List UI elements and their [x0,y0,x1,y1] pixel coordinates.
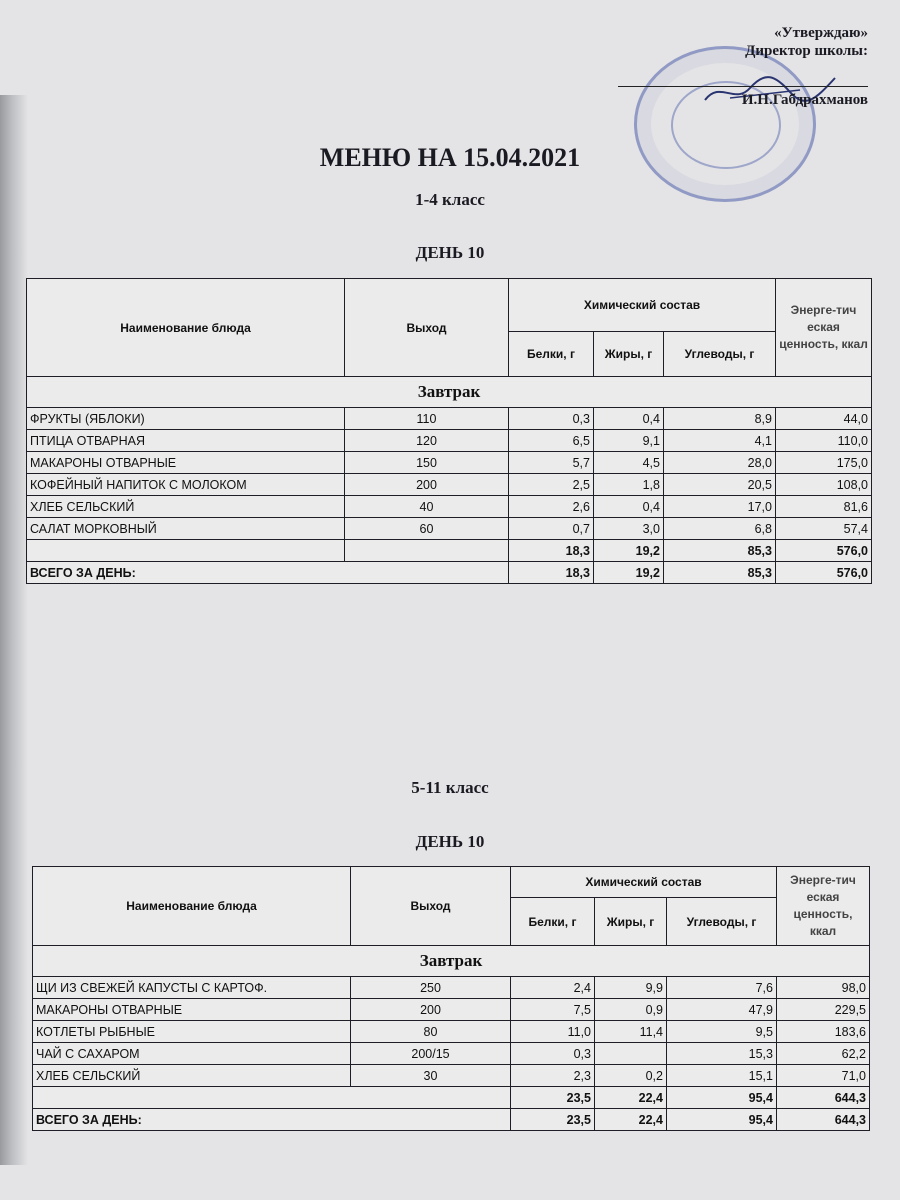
table-row [27,408,872,430]
subtotal-carbs: 85,3 [664,540,776,562]
total-carbs: 95,4 [667,1109,777,1131]
total-protein: 23,5 [511,1109,595,1131]
dish-fat [595,1043,667,1065]
dish-fat: 0,4 [594,496,664,518]
header-chem: Химический состав [509,279,776,332]
subtotal-empty [27,540,345,562]
dish-energy: 57,4 [776,518,872,540]
table-row [33,977,870,999]
dish-fat: 11,4 [595,1021,667,1043]
dish-output: 40 [345,496,509,518]
subtotal-fat: 22,4 [595,1087,667,1109]
dish-protein: 0,3 [511,1043,595,1065]
header-output: Выход [351,867,511,946]
total-fat: 19,2 [594,562,664,584]
dish-energy: 81,6 [776,496,872,518]
dish-carbs: 9,5 [667,1021,777,1043]
dish-name: ЩИ ИЗ СВЕЖЕЙ КАПУСТЫ С КАРТОФ. [33,977,351,999]
dish-energy: 175,0 [776,452,872,474]
subtotal-empty [33,1087,511,1109]
subtotal-energy: 576,0 [776,540,872,562]
dish-energy: 110,0 [776,430,872,452]
dish-fat: 4,5 [594,452,664,474]
subtotal-row [27,540,872,562]
dish-protein: 11,0 [511,1021,595,1043]
dish-carbs: 28,0 [664,452,776,474]
dish-protein: 7,5 [511,999,595,1021]
meal-label: Завтрак [33,946,870,977]
dish-protein: 2,4 [511,977,595,999]
table-row [27,452,872,474]
dish-fat: 1,8 [594,474,664,496]
subtotal-fat: 19,2 [594,540,664,562]
dish-output: 60 [345,518,509,540]
dish-protein: 2,3 [511,1065,595,1087]
dish-name: ХЛЕБ СЕЛЬСКИЙ [33,1065,351,1087]
dish-energy: 71,0 [777,1065,870,1087]
dish-energy: 62,2 [777,1043,870,1065]
header-carbs: Углеводы, г [664,332,776,377]
dish-output: 80 [351,1021,511,1043]
table-row [33,999,870,1021]
grade-title-1: 1-4 класс [415,190,485,209]
signature-line [618,86,868,87]
dish-fat: 9,1 [594,430,664,452]
total-carbs: 85,3 [664,562,776,584]
total-label: ВСЕГО ЗА ДЕНЬ: [33,1109,511,1131]
table-row [33,1043,870,1065]
header-name: Наименование блюда [27,279,345,377]
dish-output: 200/15 [351,1043,511,1065]
dish-name: МАКАРОНЫ ОТВАРНЫЕ [27,452,345,474]
dish-name: ХЛЕБ СЕЛЬСКИЙ [27,496,345,518]
dish-fat: 0,4 [594,408,664,430]
header-fat: Жиры, г [595,898,667,946]
header-output: Выход [345,279,509,377]
subtotal-carbs: 95,4 [667,1087,777,1109]
page-title: МЕНЮ НА 15.04.2021 [319,143,581,172]
subtotal-empty [345,540,509,562]
table-row [33,1021,870,1043]
header-name: Наименование блюда [33,867,351,946]
table-row [27,430,872,452]
table-row [27,518,872,540]
day-title-1: ДЕНЬ 10 [415,243,485,262]
dish-energy: 98,0 [777,977,870,999]
total-protein: 18,3 [509,562,594,584]
dish-carbs: 6,8 [664,518,776,540]
subtotal-protein: 18,3 [509,540,594,562]
dish-energy: 44,0 [776,408,872,430]
day-title-2: ДЕНЬ 10 [415,832,485,851]
dish-energy: 229,5 [777,999,870,1021]
grade-title-2: 5-11 класс [411,778,489,797]
dish-output: 250 [351,977,511,999]
total-fat: 22,4 [595,1109,667,1131]
dish-protein: 0,7 [509,518,594,540]
dish-carbs: 4,1 [664,430,776,452]
dish-fat: 0,2 [595,1065,667,1087]
dish-protein: 0,3 [509,408,594,430]
subtotal-energy: 644,3 [777,1087,870,1109]
dish-carbs: 7,6 [667,977,777,999]
subtotal-protein: 23,5 [511,1087,595,1109]
menu-table-1 [26,278,872,584]
table-row [27,496,872,518]
total-label: ВСЕГО ЗА ДЕНЬ: [27,562,509,584]
dish-protein: 5,7 [509,452,594,474]
dish-name: ЧАЙ С САХАРОМ [33,1043,351,1065]
header-fat: Жиры, г [594,332,664,377]
dish-output: 120 [345,430,509,452]
table-row [33,1065,870,1087]
subtotal-row [33,1087,870,1109]
dish-fat: 9,9 [595,977,667,999]
dish-name: КОТЛЕТЫ РЫБНЫЕ [33,1021,351,1043]
dish-name: ФРУКТЫ (ЯБЛОКИ) [27,408,345,430]
header-carbs: Углеводы, г [667,898,777,946]
dish-carbs: 15,1 [667,1065,777,1087]
dish-output: 30 [351,1065,511,1087]
dish-carbs: 15,3 [667,1043,777,1065]
dish-name: МАКАРОНЫ ОТВАРНЫЕ [33,999,351,1021]
dish-fat: 3,0 [594,518,664,540]
meal-label: Завтрак [27,377,872,408]
approval-line2: Директор школы: [745,43,868,59]
dish-carbs: 17,0 [664,496,776,518]
header-energy: Энерге-тич еская ценность, ккал [777,867,870,946]
header-energy: Энерге-тич еская ценность, ккал [776,279,872,377]
dish-name: КОФЕЙНЫЙ НАПИТОК С МОЛОКОМ [27,474,345,496]
total-row [27,562,872,584]
header-protein: Белки, г [511,898,595,946]
menu-table-2 [32,866,870,1131]
table-row [27,474,872,496]
dish-output: 200 [345,474,509,496]
dish-output: 200 [351,999,511,1021]
dish-energy: 108,0 [776,474,872,496]
total-energy: 644,3 [777,1109,870,1131]
header-protein: Белки, г [509,332,594,377]
dish-carbs: 47,9 [667,999,777,1021]
dish-protein: 2,6 [509,496,594,518]
dish-carbs: 20,5 [664,474,776,496]
dish-name: ПТИЦА ОТВАРНАЯ [27,430,345,452]
dish-name: САЛАТ МОРКОВНЫЙ [27,518,345,540]
director-name: И.Н.Габдрахманов [741,92,868,108]
dish-output: 150 [345,452,509,474]
dish-protein: 2,5 [509,474,594,496]
dish-energy: 183,6 [777,1021,870,1043]
dish-fat: 0,9 [595,999,667,1021]
dish-output: 110 [345,408,509,430]
approval-block [568,24,868,109]
total-row [33,1109,870,1131]
header-chem: Химический состав [511,867,777,898]
total-energy: 576,0 [776,562,872,584]
dish-protein: 6,5 [509,430,594,452]
dish-carbs: 8,9 [664,408,776,430]
approval-line1: «Утверждаю» [774,25,868,41]
